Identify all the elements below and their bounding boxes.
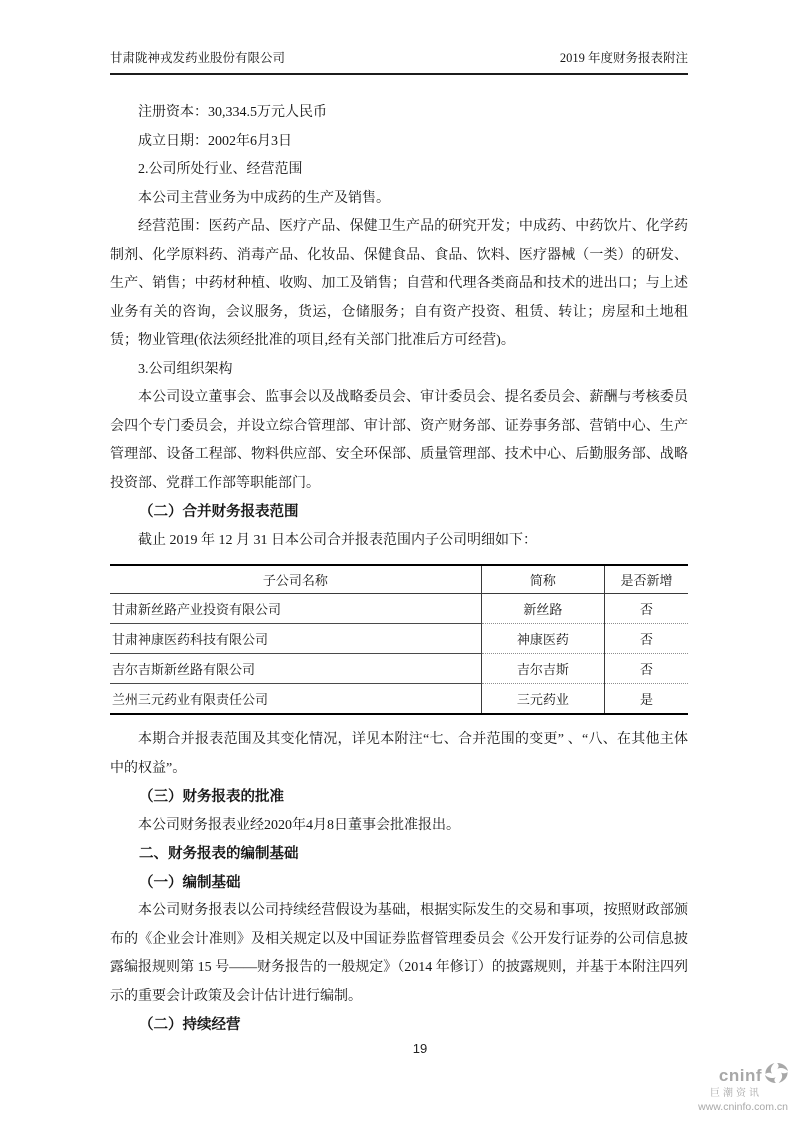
table-header-subsidiary-name: 子公司名称 — [110, 565, 481, 594]
document-content — [110, 99, 688, 1040]
org-structure-paragraph: 本公司设立董事会、监事会以及战略委员会、审计委员会、提名委员会、薪酬与考核委员会四个专门委员会，并设立综合管理部、审计部、资产财务部、证券事务部、营销中心、生产管理部、设备工程部、物料供应部、安全环保部、质量管理部、技术中心、后勤服务部、战略投资部、党群工作部等职能部门。 — [110, 390, 688, 491]
newly-added-cell: 是 — [605, 684, 688, 715]
subsidiary-name-cell: 甘肃神康医药科技有限公司 — [110, 624, 481, 654]
table-header-row — [110, 565, 688, 594]
newly-added-cell: 否 — [605, 654, 688, 684]
short-name-cell: 新丝路 — [481, 594, 604, 624]
table-row — [110, 684, 688, 715]
cninfo-logo-text: cninf — [718, 1066, 762, 1086]
table-row — [110, 594, 688, 624]
page-number: 19 — [412, 1041, 428, 1056]
industry-scope-heading: 2.公司所处行业、经营范围 — [138, 162, 303, 177]
consolidation-intro-line: 截止 2019 年 12 月 31 日本公司合并报表范围内子公司明细如下： — [138, 532, 537, 548]
subsidiaries-table — [110, 564, 688, 715]
going-concern-heading: （二）持续经营 — [139, 1017, 241, 1033]
approval-line: 本公司财务报表业经2020年4月8日董事会批准报出。 — [138, 817, 460, 833]
table-header-short-name: 简称 — [481, 565, 604, 594]
establish-date-line: 成立日期：2002年6月3日 — [138, 133, 292, 149]
page-header — [110, 48, 688, 75]
table-row — [110, 654, 688, 684]
main-business-line: 本公司主营业务为中成药的生产及销售。 — [138, 190, 390, 206]
org-structure-heading: 3.公司组织架构 — [138, 361, 233, 377]
short-name-cell: 神康医药 — [481, 624, 604, 654]
newly-added-cell: 否 — [605, 594, 688, 624]
consolidation-scope-heading: （二）合并财务报表范围 — [139, 504, 299, 520]
subsidiary-name-cell: 兰州三元药业有限责任公司 — [112, 692, 269, 707]
table-row — [110, 624, 688, 654]
cninfo-logo-url: www.cninfo.com.cn — [698, 1101, 788, 1114]
newly-added-cell: 否 — [605, 624, 688, 654]
short-name-cell: 三元药业 — [481, 684, 604, 715]
cninfo-swirl-icon — [765, 1063, 788, 1088]
scope-change-paragraph: 本期合并报表范围及其变化情况，详见本附注“七、合并范围的变更” 、“八、在其他主体中的权益”。 — [110, 732, 688, 776]
header-report-title: 2019 年度财务报表附注 — [559, 51, 688, 65]
header-company-name: 甘肃陇神戎发药业股份有限公司 — [110, 51, 286, 65]
cninfo-logo-row — [698, 1063, 788, 1088]
business-scope-paragraph: 经营范围：医药产品、医疗产品、保健卫生产品的研究开发；中成药、中药饮片、化学药制剂、化学原料药、消毒产品、化妆品、保健食品、食品、饮料、医疗器械（一类）的研发、生产、销售；中药材种植、收购、加工及销售；自营和代理各类商品和技术的进出口；与上述业务有关的咨询，会议服务，货运，仓储服务；自有资产投资、租赁、转让；房屋和土地租赁；物业管理(依法须经批准的项目,经有关部门批准后方可经营)。 — [110, 219, 688, 348]
cninfo-logo — [698, 1063, 788, 1114]
table-header-newly-added: 是否新增 — [605, 565, 688, 594]
subsidiary-name-cell: 吉尔吉斯新丝路有限公司 — [110, 654, 481, 684]
short-name-cell: 吉尔吉斯 — [481, 654, 604, 684]
subsidiary-name-cell: 甘肃新丝路产业投资有限公司 — [110, 594, 481, 624]
statements-approval-heading: （三）财务报表的批准 — [139, 789, 284, 805]
cninfo-logo-subtitle: 巨潮资讯 — [710, 1088, 762, 1100]
registered-capital-line: 注册资本：30,334.5万元人民币 — [138, 105, 327, 120]
preparation-basis-section-heading: 二、财务报表的编制基础 — [139, 846, 299, 862]
preparation-basis-paragraph: 本公司财务报表以公司持续经营假设为基础，根据实际发生的交易和事项，按照财政部颁布的《企业会计准则》及相关规定以及中国证券监督管理委员会《公开发行证券的公司信息披露编报规则第 15 号——财务报告的一般规定》（2014 年修订）的披露规则，并基于本附注四列示的重要会计政策及会计估计进行编制。 — [110, 903, 688, 1004]
preparation-basis-heading: （一）编制基础 — [139, 874, 241, 891]
